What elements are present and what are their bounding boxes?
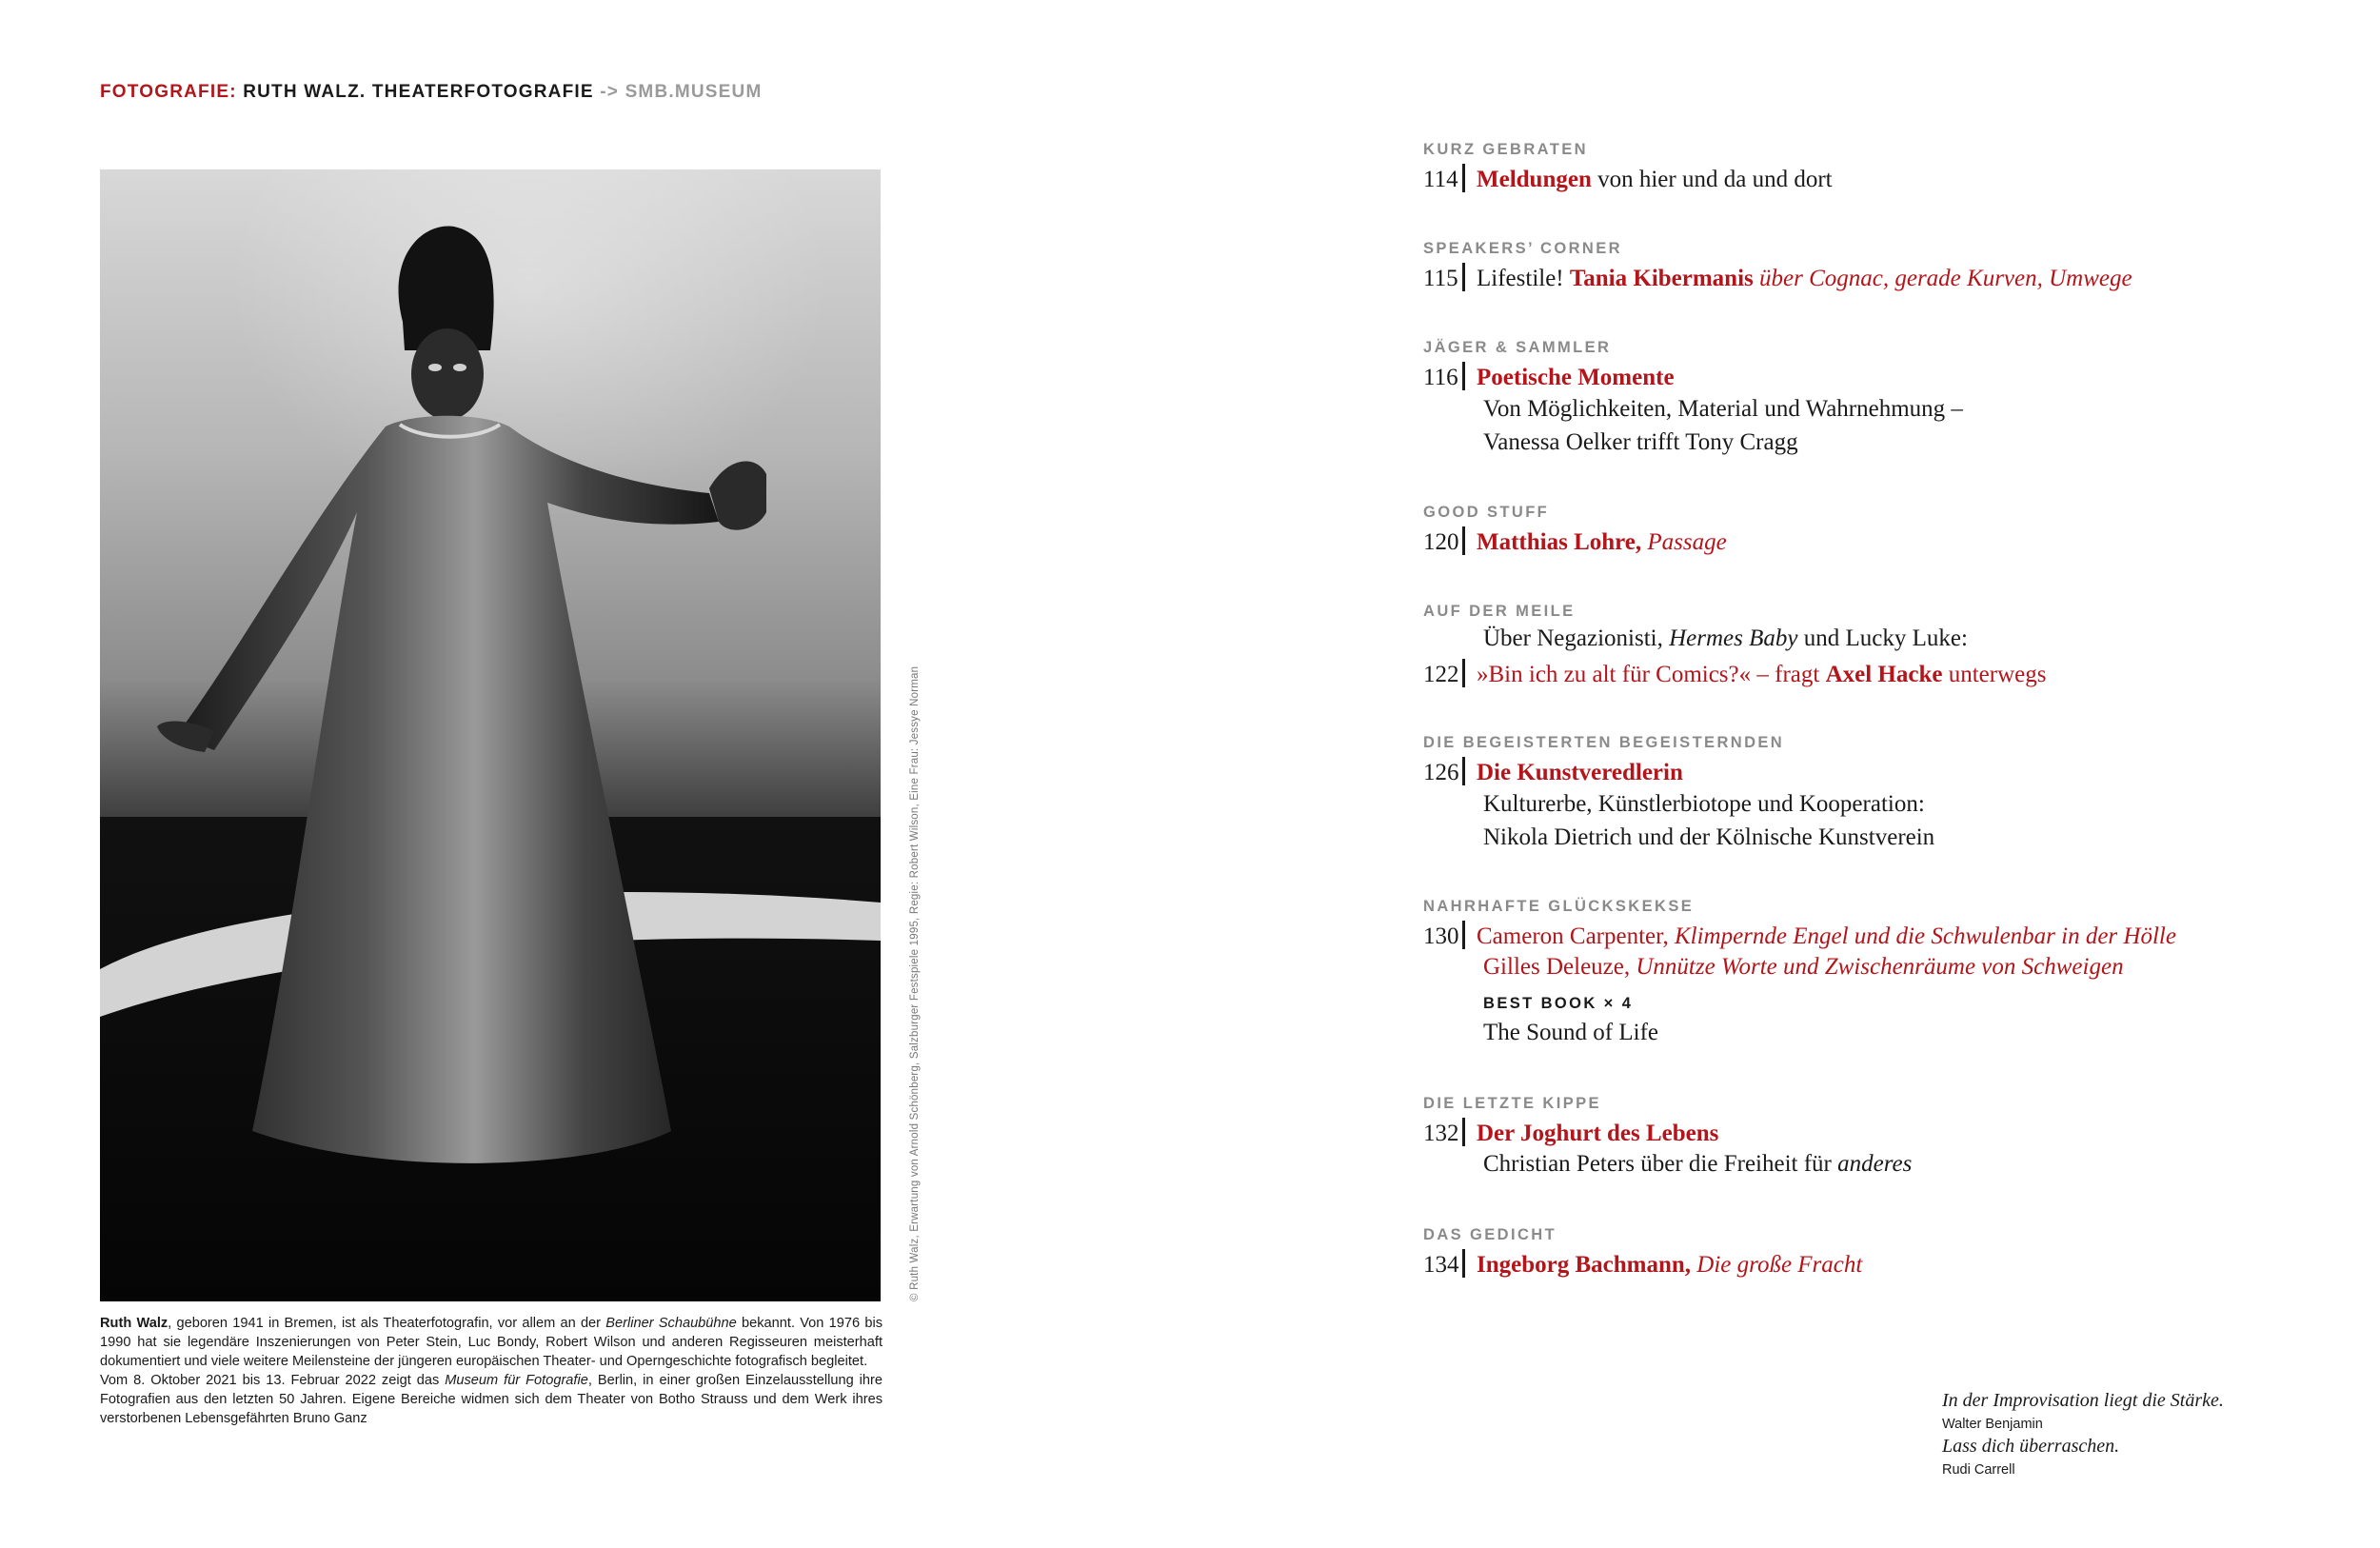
caption-text: bekannt. Von 1976 bis 1990 hat sie legendäre Inszenierungen von Peter Stein, Luc Bondy, Robert Wilson und anderen Regisseuren meisterhaft dokumentiert und viele weitere Meilensteine der jüngeren europäischen Theater- und Operngeschichte fotografisch begleitet. [100,1316,883,1369]
section-label: AUF DER MEILE [1423,603,1576,620]
page-number: 134 [1423,1252,1459,1278]
section-label: SPEAKERS’ CORNER [1423,240,1622,257]
entry-title: Ingeborg Bachmann, [1477,1252,1692,1278]
quote-author: Walter Benjamin [1942,1417,2043,1432]
header-title: RUTH WALZ. THEATERFOTOGRAFIE [243,82,594,102]
caption-italic: Berliner Schaubühne [605,1316,737,1331]
entry-italic: Hermes Baby [1669,625,1798,651]
entry-subtitle: Passage [1641,529,1727,555]
entry-line[interactable] [1483,954,2124,981]
toc-section-auf-der-meile [1423,603,2047,687]
page-number: 120 [1423,529,1459,555]
toc-entry[interactable] [1423,164,1833,193]
entry-line [1483,625,1968,652]
entry-text: von hier und da und dort [1591,167,1833,192]
page-number: 126 [1423,760,1459,785]
photo-caption [100,1314,883,1428]
entry-line: Vanessa Oelker trifft Tony Cragg [1483,429,1798,455]
toc-entry[interactable] [1423,526,1727,556]
toc-section-das-gedicht [1423,1226,1863,1278]
page-number: 122 [1423,662,1459,687]
toc-section-kurz-gebraten [1423,141,1833,192]
toc-section-speakers-corner [1423,240,2132,291]
entry-line: Kulturerbe, Künstlerbiotope und Kooperation: [1483,791,1925,817]
header-link[interactable]: SMB.MUSEUM [625,82,763,102]
divider [1462,263,1465,291]
divider [1462,921,1465,949]
entry-line [1483,1151,1912,1178]
page-number: 114 [1423,167,1458,192]
entry-subtitle: über Cognac, gerade Kurven, Umwege [1753,266,2132,291]
caption-text: Vom 8. Oktober 2021 bis 13. Februar 2022 zeigt das [100,1373,446,1388]
toc-entry[interactable] [1423,757,1683,786]
toc-entry[interactable] [1423,659,2046,688]
divider [1462,526,1465,555]
entry-title: Axel Hacke [1825,662,1943,687]
entry-text: Lifestile! [1477,266,1570,291]
divider [1462,1249,1465,1278]
entry-title: Meldungen [1477,167,1592,192]
entry-text: Christian Peters über die Freiheit für [1483,1151,1838,1177]
page-number: 116 [1423,365,1458,390]
quote-author: Rudi Carrell [1942,1462,2015,1478]
theater-photo [100,169,881,1301]
divider [1462,362,1465,390]
divider [1462,659,1465,687]
header-arrow: -> [600,82,620,102]
page-number: 130 [1423,923,1459,949]
caption-name: Ruth Walz [100,1316,169,1331]
toc-section-jaeger-sammler [1423,339,1963,455]
divider [1462,164,1465,192]
toc-section-nahrhafte-glueckskekse [1423,898,2176,1045]
quote-text: Lass dich überraschen. [1942,1436,2120,1457]
entry-subtitle: Unnütze Worte und Zwischenräume von Schweigen [1630,954,2124,980]
header-prefix: FOTOGRAFIE: [100,82,237,102]
page-number: 132 [1423,1121,1459,1146]
entry-subtitle: Die große Fracht [1691,1252,1863,1278]
page-number: 115 [1423,266,1458,291]
toc-entry[interactable] [1423,362,1675,391]
section-label: KURZ GEBRATEN [1423,141,1588,158]
photo-credit: © Ruth Walz, Erwartung von Arnold Schönberg, Salzburger Festspiele 1995, Regie: Robert Wilson, Eine Frau: Jessye Norman [909,665,921,1301]
toc-entry[interactable] [1423,921,2176,950]
section-label: JÄGER & SAMMLER [1423,339,1612,356]
photo-figure [100,169,881,1301]
toc-section-good-stuff [1423,504,1727,555]
entry-subtitle: Klimpernde Engel und die Schwulenbar in der Hölle [1668,923,2176,949]
section-label: DIE LETZTE KIPPE [1423,1095,1601,1112]
section-label: GOOD STUFF [1423,504,1550,521]
divider [1462,1118,1465,1146]
entry-italic: anderes [1837,1151,1913,1177]
entry-title: Matthias Lohre, [1477,529,1642,555]
entry-author: Cameron Carpenter, [1477,923,1669,949]
entry-title: Die Kunstveredlerin [1477,760,1683,785]
section-label: NAHRHAFTE GLÜCKSKEKSE [1423,898,1695,915]
caption-italic: Museum für Fotografie [445,1373,588,1388]
sub-label: BEST BOOK × 4 [1483,995,1634,1012]
entry-text: »Bin ich zu alt für Comics?« – fragt [1477,662,1826,687]
toc-entry[interactable] [1423,1249,1862,1279]
entry-title: Der Joghurt des Lebens [1477,1121,1719,1146]
entry-author: Gilles Deleuze, [1483,954,1631,980]
entry-line: Von Möglichkeiten, Material und Wahrnehmung – [1483,396,1963,422]
page-header [100,82,763,103]
entry-text: Über Negazionisti, [1483,625,1670,651]
caption-text: , geboren 1941 in Bremen, ist als Theaterfotografin, vor allem an der [168,1316,606,1331]
section-label: DIE BEGEISTERTEN BEGEISTERNDEN [1423,734,1785,751]
entry-line: Nikola Dietrich und der Kölnische Kunstverein [1483,824,1935,850]
entry-title: Tania Kibermanis [1569,266,1754,291]
divider [1462,757,1465,785]
toc-section-die-letzte-kippe [1423,1095,1913,1177]
toc-entry[interactable] [1423,263,2132,292]
entry-text: unterwegs [1942,662,2047,687]
entry-text: und Lucky Luke: [1797,625,1968,651]
caption-text: , Berlin, in einer großen Einzelausstellung ihre Fotografien aus den letzten 50 Jahren. Eigene Bereiche widmen sich dem Theater von Botho Strauss und dem Werk ihres verstorbenen Lebensgefährten Bruno Ganz [100,1373,883,1426]
toc-entry[interactable] [1423,1118,1718,1147]
entry-line[interactable]: The Sound of Life [1483,1020,1658,1045]
toc-section-die-begeisterten [1423,734,1935,850]
quote-text: In der Improvisation liegt die Stärke. [1942,1390,2224,1411]
section-label: DAS GEDICHT [1423,1226,1557,1243]
entry-title: Poetische Momente [1477,365,1675,390]
